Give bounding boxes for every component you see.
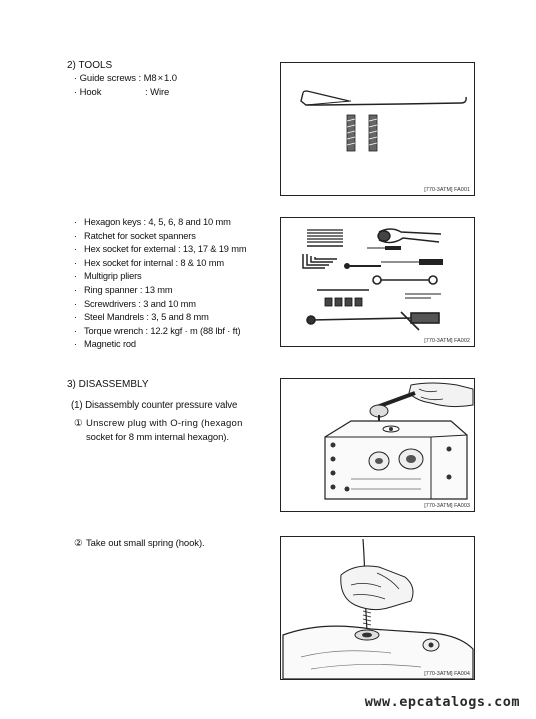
figure-unscrew-plug [280, 378, 475, 512]
tools-heading: 2) TOOLS [67, 60, 113, 71]
hook-line [74, 87, 170, 99]
torque-wrench [307, 312, 439, 330]
guide-screws-label: Guide screws : M8 [79, 73, 157, 84]
list-item: · Ratchet for socket spanners [74, 230, 246, 244]
step-2-text: Take out small spring (hook). [86, 538, 205, 549]
valve-housing-illustration [281, 379, 476, 513]
figure-take-out-spring [280, 536, 475, 680]
guide-screws-size: 1.0 [164, 73, 177, 84]
figure-id: [770-3ATM] FA001 [424, 187, 470, 193]
hook-label: Hook [79, 87, 102, 98]
tool-set-illustration [281, 218, 476, 348]
bullet: · [74, 73, 80, 84]
disassembly-heading: 3) DISASSEMBLY [67, 379, 149, 390]
list-item: · Hex socket for internal : 8 & 10 mm [74, 257, 246, 271]
step-1-line-2: socket for 8 mm internal hexagon). [86, 432, 229, 443]
list-item: · Screwdrivers : 3 and 10 mm [74, 298, 246, 312]
sockets [325, 298, 362, 306]
guide-screw-right [369, 115, 377, 151]
multigrip-pliers [378, 229, 441, 243]
figure-id: [770-3ATM] FA002 [424, 338, 470, 344]
times-sign: × [157, 73, 164, 84]
figure-id: [770-3ATM] FA003 [424, 503, 470, 509]
spring-removal-illustration [281, 537, 476, 681]
hook-value: : Wire [145, 87, 170, 98]
figure-tool-set [280, 217, 475, 347]
step-2-marker: ② [74, 538, 83, 549]
list-item: · Torque wrench : 12.2 kgf · m (88 lbf · ft) [74, 325, 246, 339]
list-item: · Magnetic rod [74, 338, 246, 352]
disassembly-subheading: (1) Disassembly counter pressure valve [71, 400, 238, 411]
list-item: · Hexagon keys : 4, 5, 6, 8 and 10 mm [74, 216, 246, 230]
figure-hook-guide-screws [280, 62, 475, 196]
tool-list [74, 216, 246, 352]
list-item: · Steel Mandrels : 3, 5 and 8 mm [74, 311, 246, 325]
watermark: www.epcatalogs.com [364, 694, 520, 710]
ring-spanner [373, 276, 437, 284]
guide-screw-left [347, 115, 355, 151]
bullet: · [74, 87, 80, 98]
step-1-text: Unscrew plug with O-ring (hexagon [86, 418, 243, 429]
figure-id: [770-3ATM] FA004 [424, 671, 470, 677]
list-item: · Hex socket for external : 13, 17 & 19 mm [74, 243, 246, 257]
l-hex-keys [303, 254, 337, 268]
guide-screws-line [74, 73, 177, 85]
step-1-marker: ① [74, 418, 83, 429]
step-2-line [74, 538, 205, 550]
hook-and-screws-illustration [281, 63, 476, 197]
list-item: · Multigrip pliers [74, 270, 246, 284]
hex-keys [307, 230, 343, 242]
step-1-line-1 [74, 418, 243, 430]
list-item: · Ring spanner : 13 mm [74, 284, 246, 298]
